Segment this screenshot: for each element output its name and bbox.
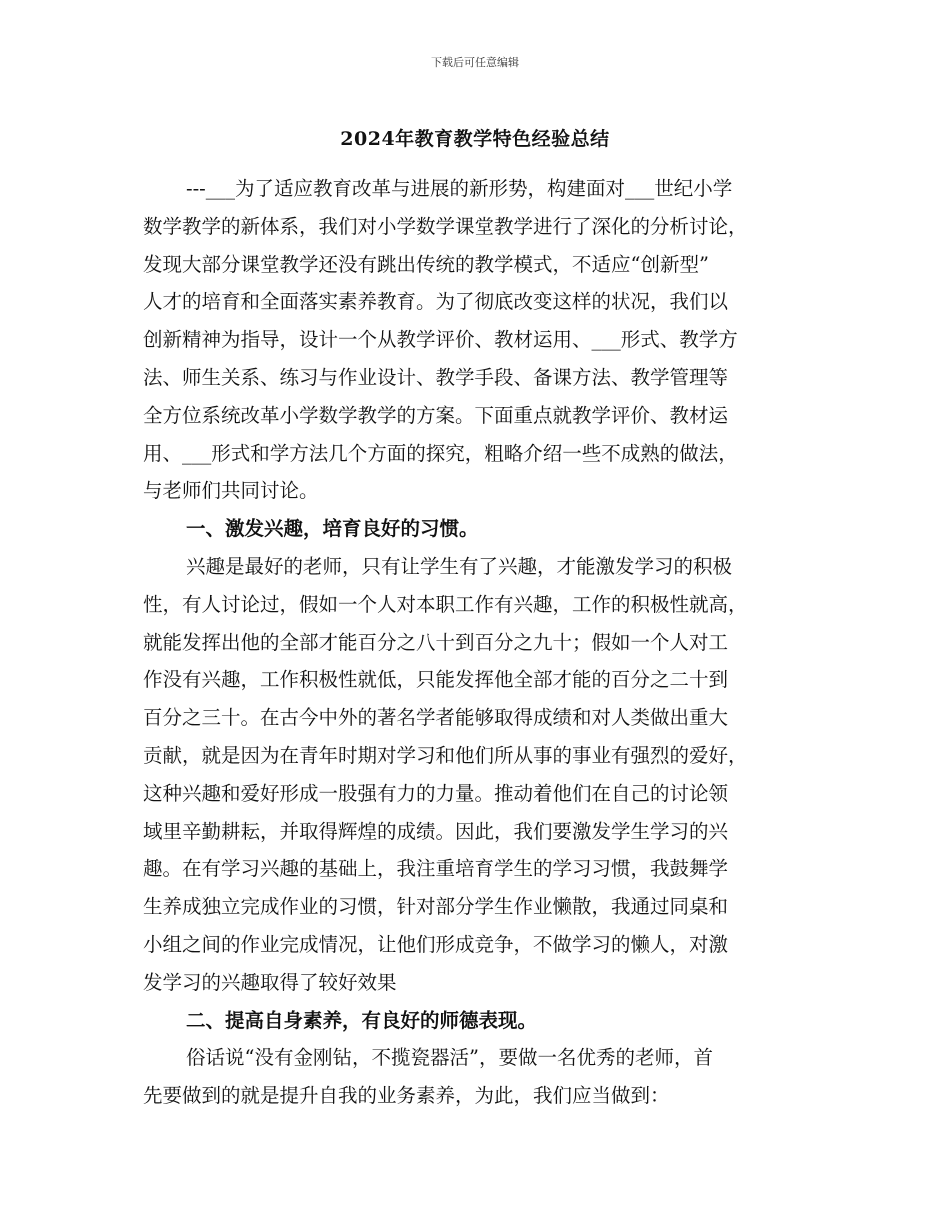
paragraph-line: 与老师们共同讨论。 xyxy=(143,479,319,503)
paragraph-line: 就能发挥出他的全部才能百分之八十到百分之九十；假如一个人对工 xyxy=(143,630,729,654)
document-body xyxy=(143,170,813,1115)
header-note: 下载后可任意编辑 xyxy=(431,56,519,69)
section-heading-2: 二、提高自身素养，有良好的师德表现。 xyxy=(186,1008,538,1032)
paragraph-line: 百分之三十。在古今中外的著名学者能够取得成绩和对人类做出重大 xyxy=(143,706,729,730)
paragraph-line: 小组之间的作业完成情况，让他们形成竞争，不做学习的懒人，对激 xyxy=(143,932,729,956)
paragraph-line: 兴趣是最好的老师，只有让学生有了兴趣，才能激发学习的积极 xyxy=(186,554,733,578)
paragraph-line: 俗话说“没有金刚钻，不揽瓷器活”，要做一名优秀的老师，首 xyxy=(186,1046,713,1070)
paragraph-line: 这种兴趣和爱好形成一股强有力的力量。推动着他们在自己的讨论领 xyxy=(143,781,729,805)
paragraph-line: 法、师生关系、练习与作业设计、教学手段、备课方法、教学管理等 xyxy=(143,365,729,389)
paragraph-line: 发现大部分课堂教学还没有跳出传统的教学模式，不适应“创新型” xyxy=(143,252,709,276)
paragraph-line: 用、___形式和学方法几个方面的探究，粗略介绍一些不成熟的做法， xyxy=(143,441,738,465)
paragraph-line: 人才的培育和全面落实素养教育。为了彻底改变这样的状况，我们以 xyxy=(143,290,729,314)
paragraph-line: 创新精神为指导，设计一个从教学评价、教材运用、___形式、教学方 xyxy=(143,328,738,352)
paragraph-line: 先要做到的就是提升自我的业务素养，为此，我们应当做到： xyxy=(143,1084,670,1108)
page-title: 2024年教育教学特色经验总结 xyxy=(340,128,610,150)
paragraph-line: 性，有人讨论过，假如一个人对本职工作有兴趣，工作的积极性就高， xyxy=(143,592,748,616)
paragraph-line: 域里辛勤耕耘，并取得辉煌的成绩。因此，我们要激发学生学习的兴 xyxy=(143,819,729,843)
section-heading-1: 一、激发兴趣，培育良好的习惯。 xyxy=(186,517,479,541)
paragraph-line: 发学习的兴趣取得了较好效果 xyxy=(143,970,397,994)
paragraph-line: 全方位系统改革小学数学教学的方案。下面重点就教学评价、教材运 xyxy=(143,403,729,427)
paragraph-line: 数学教学的新体系，我们对小学数学课堂教学进行了深化的分析讨论， xyxy=(143,214,748,238)
paragraph-line: 生养成独立完成作业的习惯，针对部分学生作业懒散，我通过同桌和 xyxy=(143,895,729,919)
paragraph-line: 趣。在有学习兴趣的基础上，我注重培育学生的学习习惯，我鼓舞学 xyxy=(143,857,729,881)
paragraph-line: 作没有兴趣，工作积极性就低，只能发挥他全部才能的百分之二十到 xyxy=(143,668,729,692)
paragraph-line: ---___为了适应教育改革与进展的新形势，构建面对___世纪小学 xyxy=(186,177,733,200)
paragraph-line: 贡献，就是因为在青年时期对学习和他们所从事的事业有强烈的爱好， xyxy=(143,743,748,767)
